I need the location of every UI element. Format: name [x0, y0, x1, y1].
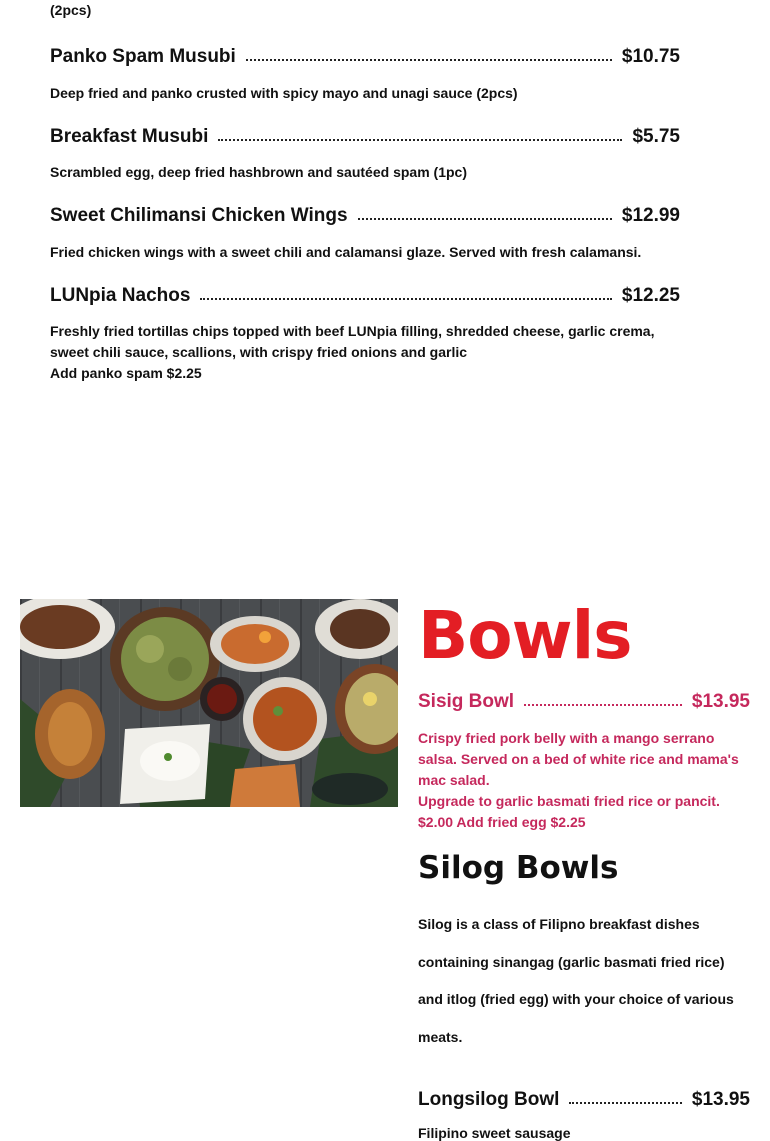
desc-line: salsa. Served on a bed of white rice and mama's: [418, 751, 739, 767]
intro-line: Silog is a class of Filipno breakfast dishes: [418, 916, 700, 932]
menu-item-breakfast-musubi: [50, 126, 680, 148]
intro-line: meats.: [418, 1028, 463, 1045]
section-title-bowls: Bowls: [418, 597, 632, 674]
item-name: Breakfast Musubi: [50, 126, 209, 147]
item-name: Panko Spam Musubi: [50, 46, 236, 67]
desc-line: Deep fried and panko crusted with spicy mayo and unagi sauce (2pcs): [50, 85, 518, 101]
dot-leader: [358, 218, 612, 220]
desc-line: mac salad.: [418, 772, 490, 788]
desc-line: Scrambled egg, deep fried hashbrown and sautéed spam (1pc): [50, 164, 467, 180]
item-price: $5.75: [632, 126, 680, 147]
item-name: Sweet Chilimansi Chicken Wings: [50, 205, 348, 226]
menu-item-sisig-bowl: [418, 691, 750, 713]
item-price: $12.99: [621, 205, 680, 226]
item-price: $10.75: [621, 46, 680, 67]
item-description: [50, 83, 690, 104]
previous-item-description: (2pcs): [50, 2, 92, 18]
item-name: LUNpia Nachos: [50, 285, 191, 306]
menu-item-longsilog-bowl: [418, 1089, 750, 1111]
dot-leader: [200, 298, 611, 300]
item-name: Sisig Bowl: [418, 691, 515, 712]
desc-line: sweet chili sauce, scallions, with crispy fried onions and garlic: [50, 344, 468, 360]
menu-item-chilimansi-wings: [50, 205, 680, 227]
dot-leader: [246, 59, 612, 61]
item-description: Filipino sweet sausage: [418, 1125, 571, 1141]
desc-line: Upgrade to garlic basmati fried rice or pancit.: [418, 793, 720, 809]
dot-leader: [218, 139, 622, 141]
silog-intro-text: [418, 906, 754, 1056]
menu-item-panko-spam-musubi: [50, 46, 680, 68]
desc-line: Crispy fried pork belly with a mango serrano: [418, 730, 715, 746]
item-description: [50, 321, 730, 384]
intro-line: containing sinangag (garlic basmati fried rice): [418, 953, 725, 970]
item-description: [418, 728, 758, 833]
intro-line: and itlog (fried egg) with your choice of various: [418, 991, 734, 1007]
dot-leader: [524, 704, 682, 706]
desc-line: Fried chicken wings with a sweet chili and calamansi glaze. Served with fresh calamansi.: [50, 244, 642, 260]
dot-leader: [569, 1102, 681, 1104]
desc-line: Add panko spam $2.25: [50, 365, 202, 381]
food-spread-photo: [20, 599, 398, 807]
item-price: $13.95: [691, 691, 750, 712]
desc-line: $2.00 Add fried egg $2.25: [418, 814, 586, 830]
item-price: $12.25: [621, 285, 680, 306]
item-name: Longsilog Bowl: [418, 1089, 560, 1110]
desc-line: Freshly fried tortillas chips topped with beef LUNpia filling, shredded cheese, garlic crema,: [50, 323, 655, 339]
section-title-silog-bowls: Silog Bowls: [418, 850, 619, 886]
item-description: [50, 242, 710, 263]
item-description: [50, 162, 690, 183]
item-price: $13.95: [691, 1089, 750, 1110]
menu-item-lunpia-nachos: [50, 285, 680, 307]
